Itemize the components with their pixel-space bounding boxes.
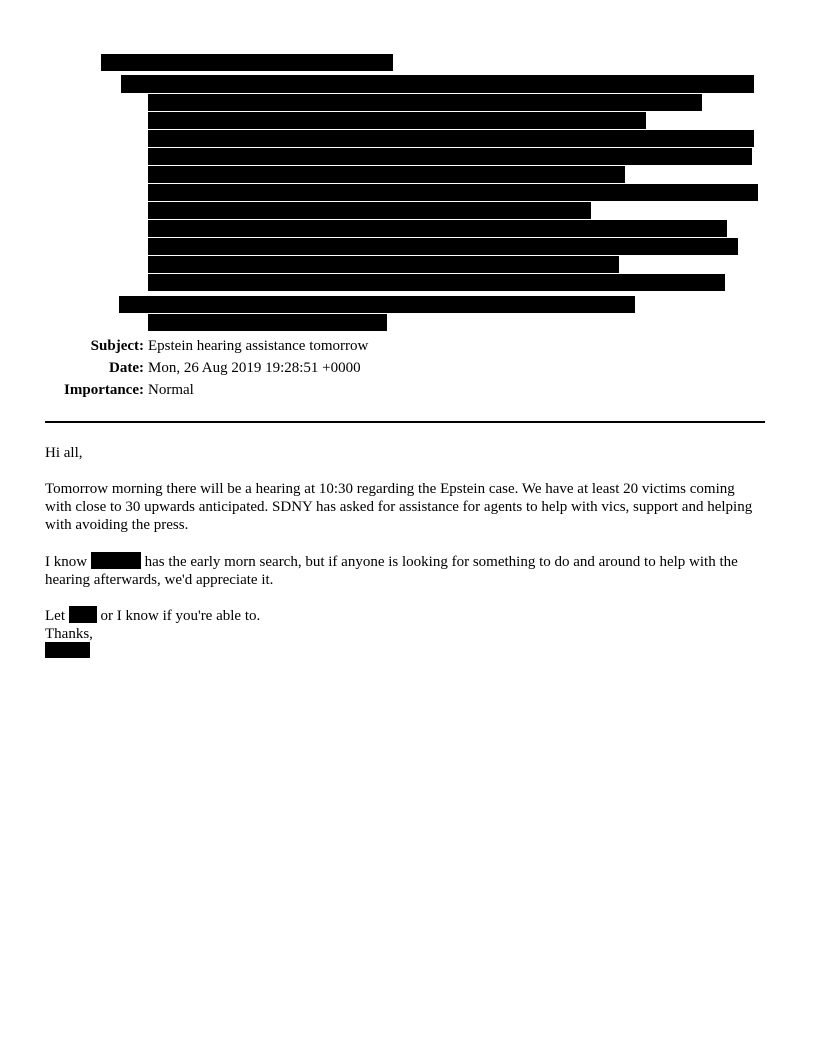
redaction-from [101, 54, 393, 71]
paragraph-3-text [45, 606, 765, 625]
closing-text: Thanks, [45, 626, 93, 642]
greeting-text: Hi all, [45, 445, 83, 461]
paragraph-1 [45, 480, 765, 534]
redaction-recipient [148, 130, 754, 147]
header-divider [45, 421, 765, 423]
subject-value: Epstein hearing assistance tomorrow [148, 338, 369, 354]
redaction-to-line [121, 75, 754, 93]
redaction-name [69, 606, 97, 623]
importance-label: Importance: [64, 382, 144, 398]
paragraph-1-text: Tomorrow morning there will be a hearing at 10:30 regarding the Epstein case. We have at least 20 victims coming with close to 30 upwards anticipated. SDNY has asked for assistance for agents to help with vics, support and helping with avoiding the press. [45, 481, 753, 533]
paragraph-2-start: I know [45, 554, 88, 570]
redaction-recipient [148, 166, 625, 183]
redaction-recipient [148, 220, 727, 237]
date-value: Mon, 26 Aug 2019 19:28:51 +0000 [148, 360, 361, 376]
paragraph-2 [45, 552, 765, 589]
redaction-recipient [148, 148, 752, 165]
paragraph-3-end: or I know if you're able to. [100, 608, 261, 624]
redaction-recipient [148, 202, 591, 219]
date-label: Date: [109, 360, 144, 376]
redaction-cc-recipient [148, 314, 387, 331]
importance-value: Normal [148, 382, 194, 398]
redaction-recipient [148, 238, 738, 255]
redaction-cc-line [119, 296, 635, 313]
paragraph-2-end: has the early morn search, but if anyone is looking for something to do and around to help with the hearing afterwards, we'd appreciate it. [45, 554, 738, 588]
redaction-signature [45, 642, 90, 658]
date-row [0, 359, 600, 377]
redaction-recipient [148, 112, 646, 129]
paragraph-3 [45, 606, 765, 643]
subject-row [0, 337, 600, 355]
paragraph-2-text [45, 552, 765, 589]
greeting [45, 444, 765, 462]
redaction-recipient [148, 256, 619, 273]
redaction-recipient [148, 274, 725, 291]
redaction-recipient [148, 94, 702, 111]
paragraph-3-start: Let [45, 608, 65, 624]
subject-label: Subject: [90, 338, 144, 354]
redaction-recipient [148, 184, 758, 201]
redaction-name [91, 552, 141, 569]
importance-row [0, 381, 600, 399]
